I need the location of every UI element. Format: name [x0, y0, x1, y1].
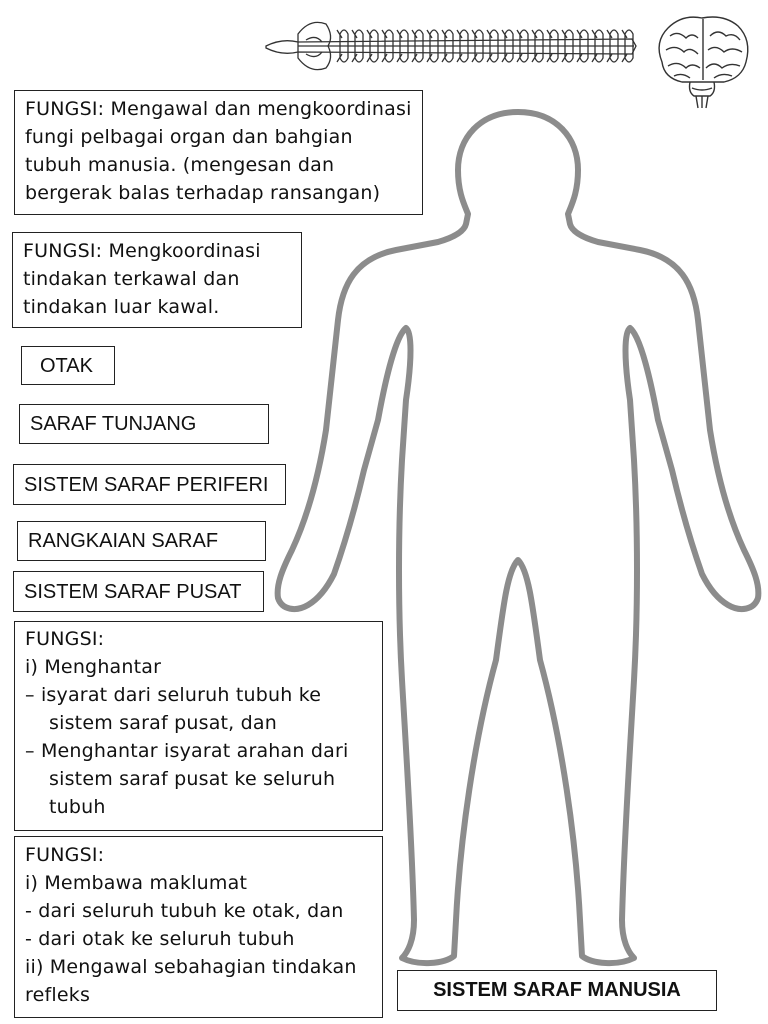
text-line: i) Membawa maklumat: [25, 872, 248, 894]
text-line: fungi pelbagai organ dan bahgian: [25, 126, 353, 148]
text-line: FUNGSI:: [25, 628, 105, 650]
text-line: i) Menghantar: [25, 656, 162, 678]
function-box-neural-network: [14, 836, 383, 1018]
label-rangkaian-saraf: RANGKAIAN SARAF: [17, 521, 266, 561]
text-line: bergerak balas terhadap ransangan): [25, 182, 381, 204]
page-title: SISTEM SARAF MANUSIA: [397, 970, 717, 1011]
text-line: tubuh manusia. (mengesan dan: [25, 154, 335, 176]
label-sistem-saraf-periferi: SISTEM SARAF PERIFERI: [13, 464, 286, 505]
text-line: FUNGSI: Mengawal dan mengkoordinasi: [25, 98, 412, 120]
function-box-brain: [14, 90, 423, 215]
text-line: tindakan luar kawal.: [23, 296, 220, 318]
brain-illustration: [652, 12, 754, 110]
text-line: FUNGSI:: [25, 844, 105, 866]
text-line: sistem saraf pusat, dan: [49, 712, 278, 734]
text-line: refleks: [25, 984, 91, 1006]
function-box-spinal-cord: [12, 232, 302, 328]
text-line: – isyarat dari seluruh tubuh ke: [25, 684, 322, 706]
function-box-peripheral: [14, 621, 383, 831]
text-line: – Menghantar isyarat arahan dari: [25, 740, 349, 762]
text-line: tubuh: [49, 796, 106, 818]
label-sistem-saraf-pusat: SISTEM SARAF PUSAT: [13, 571, 264, 612]
text-line: ii) Mengawal sebahagian tindakan: [25, 956, 357, 978]
text-line: sistem saraf pusat ke seluruh: [49, 768, 336, 790]
label-otak: OTAK: [21, 346, 115, 385]
text-line: - dari seluruh tubuh ke otak, dan: [25, 900, 344, 922]
text-line: - dari otak ke seluruh tubuh: [25, 928, 295, 950]
spinal-cord-illustration: [262, 14, 642, 80]
text-line: FUNGSI: Mengkoordinasi: [23, 240, 261, 262]
label-saraf-tunjang: SARAF TUNJANG: [19, 404, 269, 444]
text-line: tindakan terkawal dan: [23, 268, 240, 290]
